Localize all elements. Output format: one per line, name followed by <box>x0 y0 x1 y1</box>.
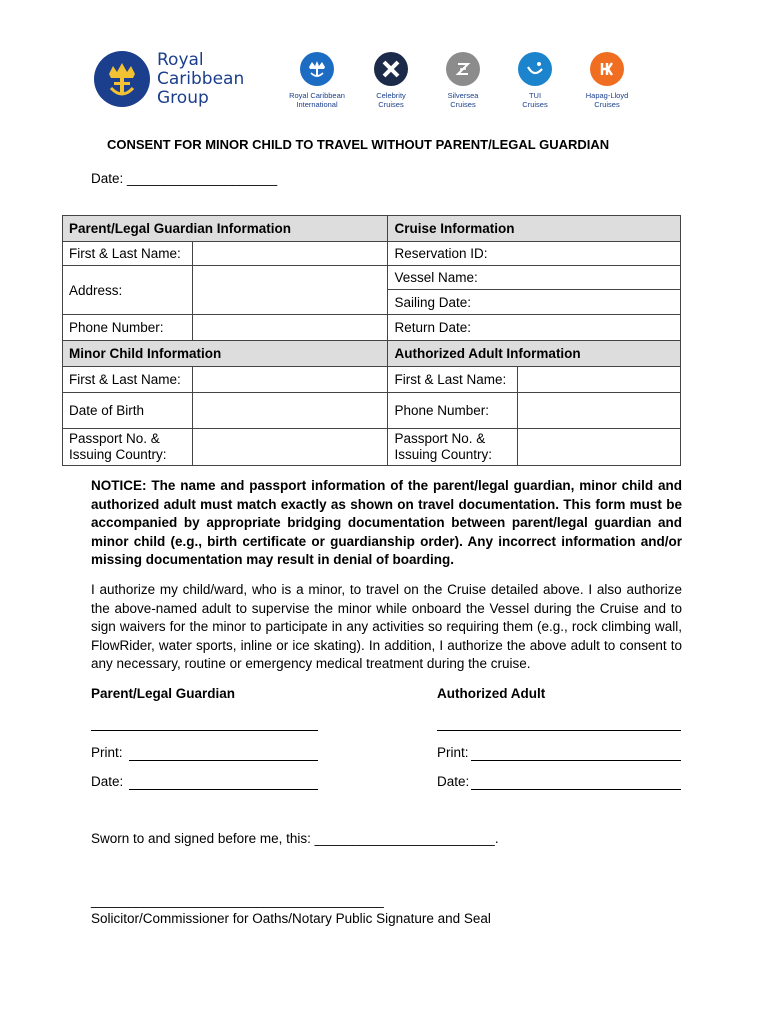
parent-date-line[interactable] <box>129 789 318 790</box>
minor-info-header: Minor Child Information <box>63 341 388 367</box>
notary-signature-line[interactable]: _______________________________________ <box>91 893 384 908</box>
minor-issuing-text: Issuing Country: <box>69 447 167 462</box>
group-logo-line: Royal <box>157 50 204 70</box>
dob-label: Date of Birth <box>63 393 193 429</box>
parent-print-label: Print: <box>91 745 123 760</box>
adult-date-line[interactable] <box>471 789 681 790</box>
brand-caption: TUI Cruises <box>522 91 548 109</box>
phone-label: Phone Number: <box>63 315 193 341</box>
sworn-statement: Sworn to and signed before me, this: ________________________. <box>91 831 499 846</box>
adult-signature-label: Authorized Adult <box>437 686 546 701</box>
parent-name-label: First & Last Name: <box>63 242 193 266</box>
brand-caption: Royal Caribbean International <box>289 91 345 109</box>
minor-passport-text: Passport No. & <box>69 431 160 446</box>
parent-signature-label: Parent/Legal Guardian <box>91 686 236 701</box>
minor-name-label: First & Last Name: <box>63 367 193 393</box>
crown-anchor-icon <box>93 50 151 108</box>
document-title: CONSENT FOR MINOR CHILD TO TRAVEL WITHOUT PARENT/LEGAL GUARDIAN <box>107 137 610 152</box>
adult-phone-label: Phone Number: <box>388 393 518 429</box>
group-logo-line: Caribbean <box>157 69 245 89</box>
reservation-id-label: Reservation ID: <box>394 246 488 261</box>
parent-print-line[interactable] <box>129 760 318 761</box>
silversea-s-icon <box>446 52 480 86</box>
adult-info-header: Authorized Adult Information <box>388 341 681 367</box>
vessel-name-label: Vessel Name: <box>394 270 478 285</box>
adult-print-label: Print: <box>437 745 469 760</box>
crown-anchor-icon <box>300 52 334 86</box>
group-logo-line: Group <box>157 88 209 108</box>
group-logo <box>93 50 253 112</box>
adult-signature-line[interactable] <box>437 730 681 731</box>
return-date-label: Return Date: <box>394 320 471 335</box>
hl-icon <box>590 52 624 86</box>
adult-issuing-text: Issuing Country: <box>394 447 492 462</box>
adult-passport-text: Passport No. & <box>394 431 486 446</box>
sailing-date-field[interactable] <box>388 290 681 315</box>
brand-silversea <box>423 52 503 109</box>
date-line: Date: ____________________ <box>91 171 278 186</box>
return-date-field[interactable] <box>388 315 681 341</box>
x-icon <box>374 52 408 86</box>
adult-name-label: First & Last Name: <box>388 367 518 393</box>
brand-caption: Silversea Cruises <box>447 91 479 109</box>
cruise-info-header: Cruise Information <box>388 216 681 242</box>
adult-print-line[interactable] <box>471 760 681 761</box>
address-label: Address: <box>63 266 193 315</box>
parent-date-label: Date: <box>91 774 124 789</box>
phone-field[interactable] <box>192 315 388 341</box>
notice-paragraph: NOTICE: The name and passport information of the parent/legal guardian, minor child and authorized adult must match exactly as shown on travel documentation. This form must be accompanied by appropriate bridging documentation between parent/legal guardian and minor child (e.g., birth certificate or guardianship order). Any incorrect information and/or missing documentation may result in denial of boarding. <box>91 478 682 567</box>
brand-celebrity <box>351 52 431 109</box>
brand-caption: Hapag-Lloyd Cruises <box>585 91 629 109</box>
info-table <box>62 215 681 466</box>
adult-name-field[interactable] <box>518 367 681 393</box>
dob-field[interactable] <box>192 393 388 429</box>
adult-passport-label <box>388 429 518 466</box>
reservation-id-field[interactable] <box>388 242 681 266</box>
authorization-paragraph: I authorize my child/ward, who is a minor, to travel on the Cruise detailed above. I also authorize the above-named adult to supervise the minor while onboard the Vessel during the Cruise and to sign waivers for the minor to participate in any activities so requiring them (e.g., rock climbing wall, FlowRider, water sports, inline or ice skating). In addition, I authorize the above adult to consent to any necessary, routine or emergency medical treatment during the cruise. <box>91 582 682 671</box>
brand-tui <box>495 52 575 109</box>
minor-name-field[interactable] <box>192 367 388 393</box>
adult-passport-field[interactable] <box>518 429 681 466</box>
vessel-name-field[interactable] <box>388 266 681 290</box>
minor-passport-field[interactable] <box>192 429 388 466</box>
brand-hapag-lloyd <box>567 52 647 109</box>
adult-date-label: Date: <box>437 774 470 789</box>
sailing-date-label: Sailing Date: <box>394 294 471 310</box>
parent-info-header: Parent/Legal Guardian Information <box>63 216 388 242</box>
minor-passport-label <box>63 429 193 466</box>
address-field[interactable] <box>192 266 388 315</box>
brand-caption: Celebrity Cruises <box>376 91 406 109</box>
parent-name-field[interactable] <box>192 242 388 266</box>
notary-label: Solicitor/Commissioner for Oaths/Notary Public Signature and Seal <box>91 911 491 926</box>
tui-smile-icon <box>518 52 552 86</box>
adult-phone-field[interactable] <box>518 393 681 429</box>
brand-royal-caribbean <box>277 52 357 109</box>
parent-signature-line[interactable] <box>91 730 318 731</box>
